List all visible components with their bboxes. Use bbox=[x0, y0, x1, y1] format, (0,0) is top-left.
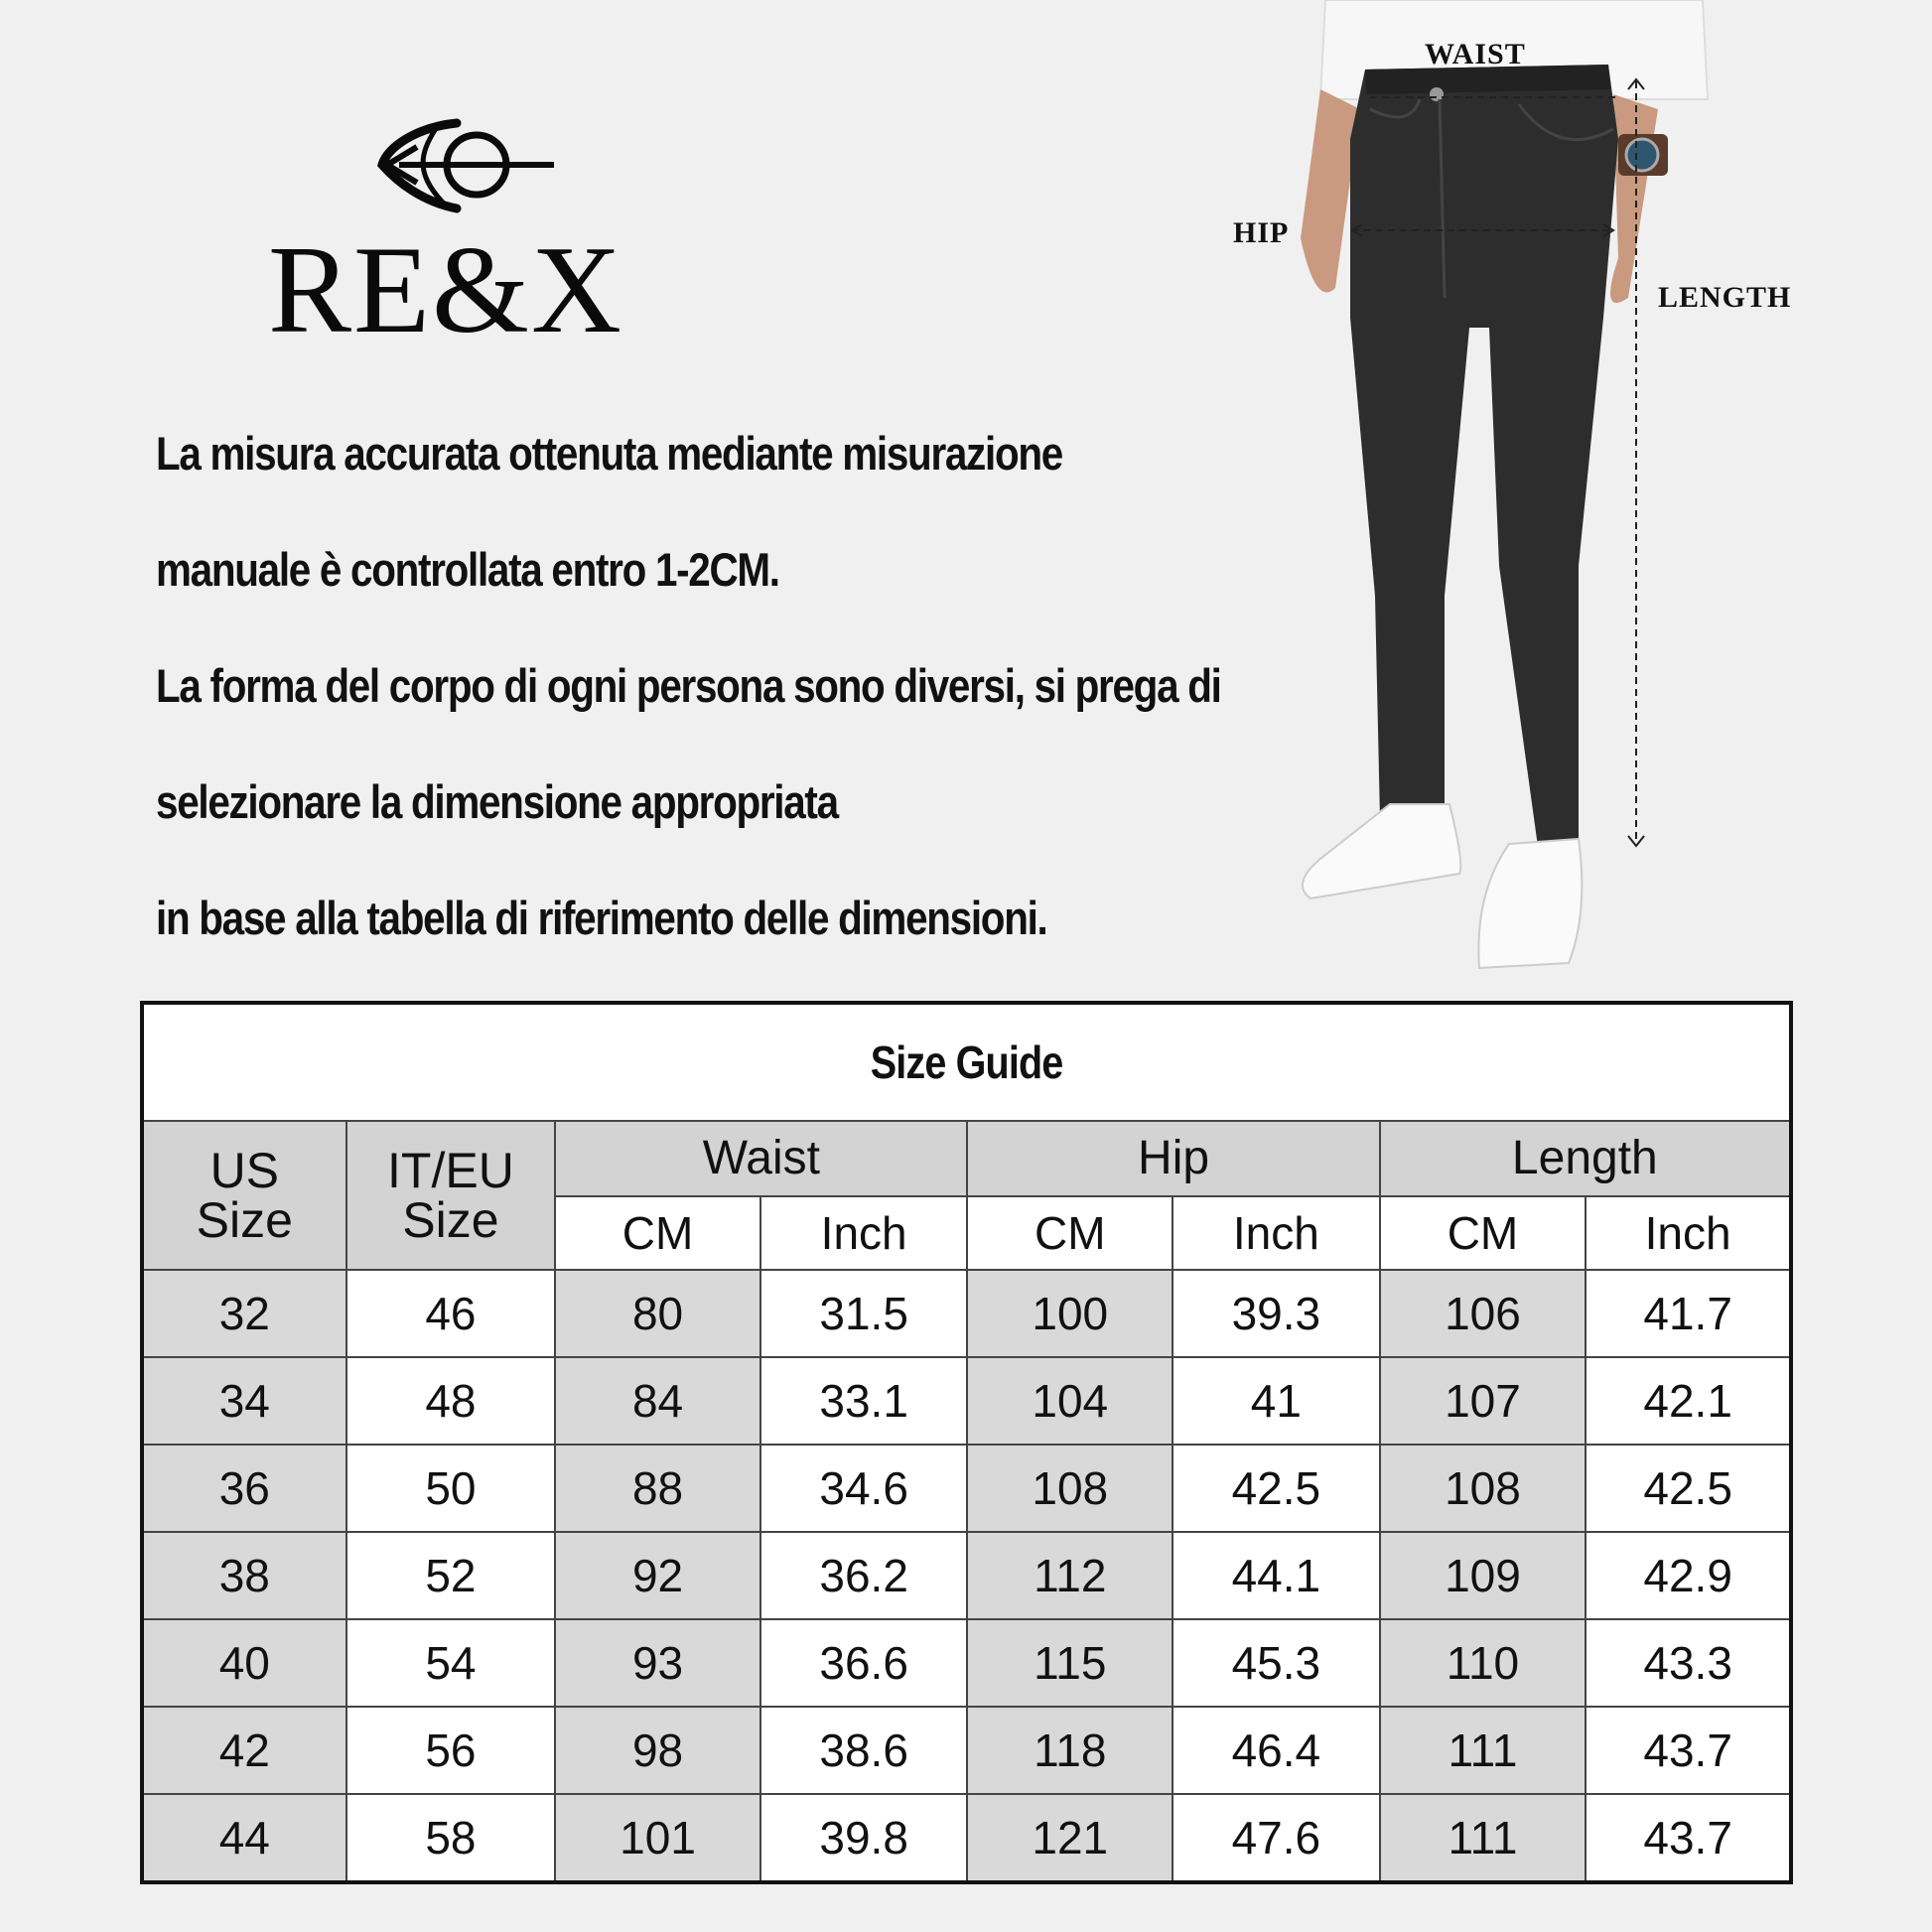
length-label: LENGTH bbox=[1658, 281, 1792, 314]
intro-line: La forma del corpo di ogni persona sono diversi, si prega di bbox=[156, 659, 1221, 712]
table-cell: 84 bbox=[555, 1357, 760, 1445]
table-cell: 41.7 bbox=[1586, 1270, 1791, 1357]
length-cm-header: CM bbox=[1380, 1196, 1587, 1270]
brand-logo bbox=[268, 117, 645, 359]
us-size-header: US Size bbox=[142, 1121, 346, 1270]
table-row bbox=[142, 1270, 1791, 1357]
brand-name: RE&X bbox=[268, 221, 624, 359]
table-cell: 41 bbox=[1173, 1357, 1380, 1445]
waist-cm-header: CM bbox=[555, 1196, 760, 1270]
size-guide-table bbox=[140, 1001, 1793, 1884]
table-row bbox=[142, 1794, 1791, 1882]
table-cell: 115 bbox=[967, 1619, 1173, 1707]
table-cell: 111 bbox=[1380, 1707, 1587, 1794]
table-cell: 42.5 bbox=[1586, 1445, 1791, 1532]
waist-header: Waist bbox=[555, 1121, 967, 1196]
table-cell: 106 bbox=[1380, 1270, 1587, 1357]
table-cell: 54 bbox=[346, 1619, 556, 1707]
table-cell: 39.3 bbox=[1173, 1270, 1380, 1357]
table-cell: 43.7 bbox=[1586, 1794, 1791, 1882]
table-cell: 38.6 bbox=[760, 1707, 968, 1794]
model-illustration bbox=[1221, 0, 1817, 983]
table-cell: 36.6 bbox=[760, 1619, 968, 1707]
table-cell: 36.2 bbox=[760, 1532, 968, 1619]
length-header: Length bbox=[1380, 1121, 1791, 1196]
table-row bbox=[142, 1619, 1791, 1707]
table-cell: 118 bbox=[967, 1707, 1173, 1794]
table-cell: 88 bbox=[555, 1445, 760, 1532]
table-cell: 48 bbox=[346, 1357, 556, 1445]
table-cell: 52 bbox=[346, 1532, 556, 1619]
table-cell: 40 bbox=[142, 1619, 346, 1707]
table-cell: 46.4 bbox=[1173, 1707, 1380, 1794]
table-cell: 104 bbox=[967, 1357, 1173, 1445]
table-cell: 43.3 bbox=[1586, 1619, 1791, 1707]
jeans-model-image bbox=[1221, 0, 1817, 983]
table-cell: 34 bbox=[142, 1357, 346, 1445]
table-cell: 58 bbox=[346, 1794, 556, 1882]
table-cell: 43.7 bbox=[1586, 1707, 1791, 1794]
table-row bbox=[142, 1357, 1791, 1445]
table-cell: 101 bbox=[555, 1794, 760, 1882]
length-inch-header: Inch bbox=[1586, 1196, 1791, 1270]
intro-text bbox=[156, 395, 1221, 976]
table-cell: 98 bbox=[555, 1707, 760, 1794]
table-cell: 50 bbox=[346, 1445, 556, 1532]
table-cell: 32 bbox=[142, 1270, 346, 1357]
table-cell: 44 bbox=[142, 1794, 346, 1882]
table-cell: 42 bbox=[142, 1707, 346, 1794]
intro-line: selezionare la dimensione appropriata bbox=[156, 775, 838, 828]
table-cell: 107 bbox=[1380, 1357, 1587, 1445]
table-cell: 33.1 bbox=[760, 1357, 968, 1445]
table-cell: 39.8 bbox=[760, 1794, 968, 1882]
table-cell: 47.6 bbox=[1173, 1794, 1380, 1882]
table-cell: 93 bbox=[555, 1619, 760, 1707]
table-row bbox=[142, 1445, 1791, 1532]
table-row bbox=[142, 1707, 1791, 1794]
table-cell: 45.3 bbox=[1173, 1619, 1380, 1707]
table-cell: 100 bbox=[967, 1270, 1173, 1357]
table-cell: 42.5 bbox=[1173, 1445, 1380, 1532]
hip-label: HIP bbox=[1233, 216, 1290, 249]
hip-cm-header: CM bbox=[967, 1196, 1173, 1270]
table-title: Size Guide bbox=[142, 1003, 1791, 1121]
table-cell: 92 bbox=[555, 1532, 760, 1619]
intro-line: in base alla tabella di riferimento delle dimensioni. bbox=[156, 892, 1047, 944]
waist-inch-header: Inch bbox=[760, 1196, 968, 1270]
table-cell: 121 bbox=[967, 1794, 1173, 1882]
table-cell: 108 bbox=[1380, 1445, 1587, 1532]
table-cell: 46 bbox=[346, 1270, 556, 1357]
hip-header: Hip bbox=[967, 1121, 1379, 1196]
hip-inch-header: Inch bbox=[1173, 1196, 1380, 1270]
table-cell: 44.1 bbox=[1173, 1532, 1380, 1619]
table-cell: 36 bbox=[142, 1445, 346, 1532]
table-cell: 108 bbox=[967, 1445, 1173, 1532]
table-cell: 112 bbox=[967, 1532, 1173, 1619]
table-cell: 109 bbox=[1380, 1532, 1587, 1619]
table-cell: 56 bbox=[346, 1707, 556, 1794]
table-cell: 31.5 bbox=[760, 1270, 968, 1357]
table-cell: 42.1 bbox=[1586, 1357, 1791, 1445]
arrow-logo-icon bbox=[377, 117, 556, 216]
table-cell: 80 bbox=[555, 1270, 760, 1357]
waist-label: WAIST bbox=[1425, 38, 1526, 70]
table-cell: 42.9 bbox=[1586, 1532, 1791, 1619]
table-cell: 34.6 bbox=[760, 1445, 968, 1532]
table-row bbox=[142, 1532, 1791, 1619]
intro-line: manuale è controllata entro 1-2CM. bbox=[156, 543, 779, 596]
intro-line: La misura accurata ottenuta mediante misurazione bbox=[156, 427, 1062, 480]
table-cell: 38 bbox=[142, 1532, 346, 1619]
eu-size-header: IT/EU Size bbox=[346, 1121, 556, 1270]
table-cell: 111 bbox=[1380, 1794, 1587, 1882]
table-cell: 110 bbox=[1380, 1619, 1587, 1707]
